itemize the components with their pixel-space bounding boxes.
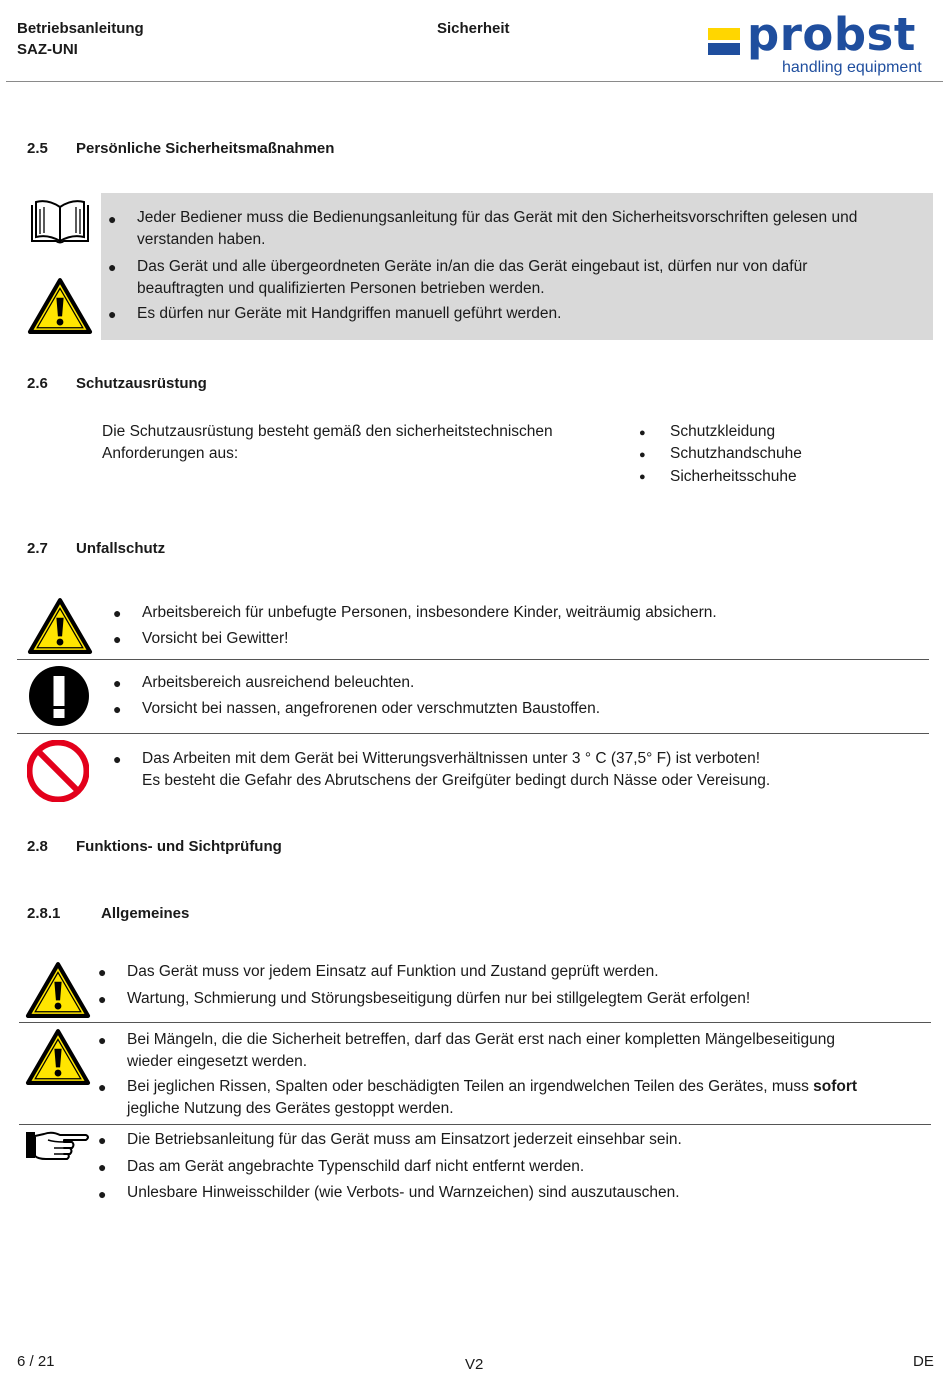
bullet: ● bbox=[98, 1159, 107, 1175]
language: DE bbox=[913, 1353, 934, 1370]
section-number-2-7: 2.7 bbox=[27, 540, 48, 557]
row-divider bbox=[17, 659, 929, 660]
chapter-title: Sicherheit bbox=[437, 20, 510, 37]
bullet: ● bbox=[113, 605, 122, 621]
list-item: Bei jeglichen Rissen, Spalten oder beschädigten Teilen an irgendwelchen Teilen des Gerätes, muss sofort jegliche Nutzung des Gerätes gestoppt werden. bbox=[127, 1078, 858, 1117]
protective-equipment-intro: Die Schutzausrüstung besteht gemäß den sicherheitstechnischen Anforderungen aus: bbox=[102, 423, 553, 462]
warning-icon bbox=[24, 1028, 92, 1086]
section-number-2-8-1: 2.8.1 bbox=[27, 905, 61, 922]
section-title-2-6: Schutzausrüstung bbox=[76, 375, 207, 392]
bullet: ● bbox=[98, 1132, 107, 1148]
list-item: Unlesbare Hinweisschilder (wie Verbots- und Warnzeichen) sind auszutauschen. bbox=[127, 1184, 680, 1201]
row-divider bbox=[19, 1022, 931, 1023]
doc-type: Betriebsanleitung bbox=[17, 20, 144, 37]
header-divider bbox=[6, 81, 943, 82]
logo-tagline: handling equipment bbox=[782, 59, 922, 76]
row-divider bbox=[17, 733, 929, 734]
section-title-2-8-1: Allgemeines bbox=[101, 905, 190, 922]
list-item: Sicherheitsschuhe bbox=[670, 468, 797, 485]
warning-icon bbox=[26, 597, 94, 655]
logo-word: probst bbox=[747, 8, 916, 61]
logo-bar-blue bbox=[708, 43, 740, 55]
emphasis-sofort: sofort bbox=[813, 1078, 858, 1095]
list-item: Das Gerät und alle übergeordneten Geräte in/an die das Gerät eingebaut ist, dürfen nur von dafür beauftragten und qualifizierten Personen betrieben werden. bbox=[137, 258, 808, 297]
probst-logo bbox=[707, 8, 933, 78]
header-left bbox=[17, 18, 144, 60]
bullet: ● bbox=[639, 471, 646, 483]
book-icon bbox=[28, 197, 92, 247]
list-item: Das Arbeiten mit dem Gerät bei Witterungsverhältnissen unter 3 ° C (37,5° F) ist verboten! Es besteht die Gefahr des Abrutschens der Greifgüter bedingt durch Nässe oder Vereisung. bbox=[142, 750, 771, 789]
list-item: Arbeitsbereich ausreichend beleuchten. bbox=[142, 674, 415, 691]
section-title-2-5: Persönliche Sicherheitsmaßnahmen bbox=[76, 140, 335, 157]
list-item: Arbeitsbereich für unbefugte Personen, insbesondere Kinder, weiträumig absichern. bbox=[142, 604, 717, 621]
bullet: ● bbox=[113, 675, 122, 691]
list-item: Das am Gerät angebrachte Typenschild darf nicht entfernt werden. bbox=[127, 1158, 585, 1175]
bullet: ● bbox=[113, 631, 122, 647]
section-title-2-7: Unfallschutz bbox=[76, 540, 166, 557]
bullet: ● bbox=[113, 751, 122, 767]
bullet: ● bbox=[108, 259, 117, 275]
bullet: ● bbox=[113, 701, 122, 717]
list-item: Vorsicht bei Gewitter! bbox=[142, 630, 289, 647]
list-item: Wartung, Schmierung und Störungsbeseitigung dürfen nur bei stillgelegtem Gerät erfolgen! bbox=[127, 990, 751, 1007]
pointing-hand-icon bbox=[24, 1128, 92, 1166]
mandatory-exclamation-icon bbox=[28, 665, 90, 727]
warning-icon bbox=[26, 277, 94, 335]
bullet: ● bbox=[98, 964, 107, 980]
bullet: ● bbox=[98, 991, 107, 1007]
list-item: Bei Mängeln, die die Sicherheit betreffen, darf das Gerät erst nach einer kompletten Mängelbeseitigung wieder eingesetzt werden. bbox=[127, 1031, 835, 1070]
bullet: ● bbox=[639, 449, 646, 461]
prohibition-icon bbox=[27, 740, 89, 802]
list-item: Es dürfen nur Geräte mit Handgriffen manuell geführt werden. bbox=[137, 305, 562, 322]
list-item: Schutzhandschuhe bbox=[670, 445, 802, 462]
bullet: ● bbox=[108, 306, 117, 322]
bullet: ● bbox=[639, 427, 646, 439]
bullet: ● bbox=[98, 1186, 107, 1202]
model-name: SAZ-UNI bbox=[17, 41, 78, 58]
section-number-2-5: 2.5 bbox=[27, 140, 48, 157]
list-item: Das Gerät muss vor jedem Einsatz auf Funktion und Zustand geprüft werden. bbox=[127, 963, 659, 980]
bullet: ● bbox=[98, 1032, 107, 1048]
list-item: Schutzkleidung bbox=[670, 423, 776, 440]
section-title-2-8: Funktions- und Sichtprüfung bbox=[76, 838, 282, 855]
logo-bar-yellow bbox=[708, 28, 740, 40]
version: V2 bbox=[465, 1356, 484, 1373]
bullet: ● bbox=[108, 211, 117, 227]
warning-icon bbox=[24, 961, 92, 1019]
list-item: Vorsicht bei nassen, angefrorenen oder verschmutzten Baustoffen. bbox=[142, 700, 601, 717]
row-divider bbox=[19, 1124, 931, 1125]
section-number-2-8: 2.8 bbox=[27, 838, 48, 855]
bullet: ● bbox=[98, 1079, 107, 1095]
list-item: Jeder Bediener muss die Bedienungsanleitung für das Gerät mit den Sicherheitsvorschriften gelesen und verstanden haben. bbox=[137, 209, 858, 248]
list-item: Die Betriebsanleitung für das Gerät muss am Einsatzort jederzeit einsehbar sein. bbox=[127, 1131, 682, 1148]
page-number: 6 / 21 bbox=[17, 1353, 55, 1370]
section-number-2-6: 2.6 bbox=[27, 375, 48, 392]
